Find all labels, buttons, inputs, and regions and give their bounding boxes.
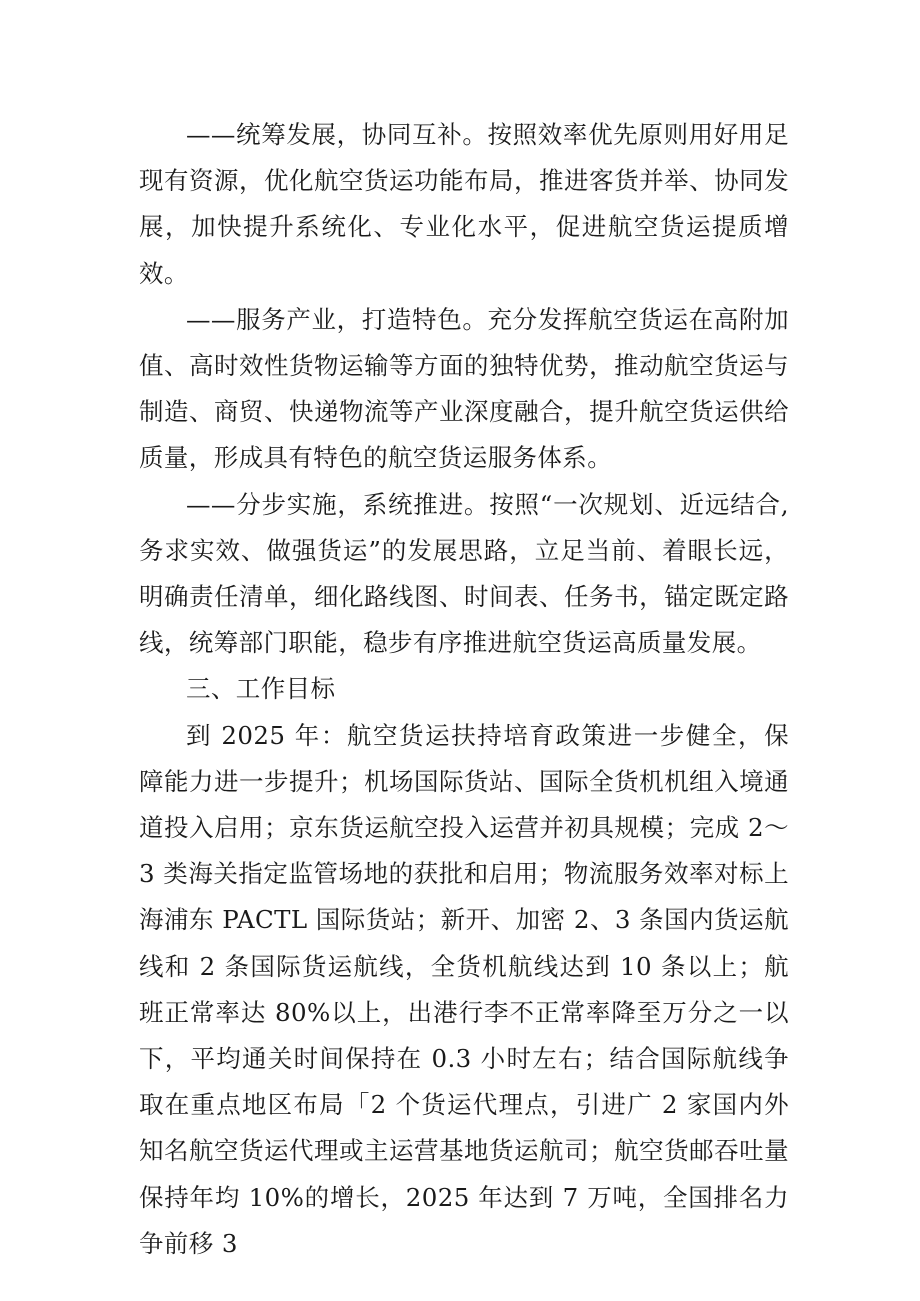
principle-paragraph-2: ——服务产业，打造特色。充分发挥航空货运在高附加值、高时效性货物运输等方面的独特优势，推动航空货运与制造、商贸、快递物流等产业深度融合，提升航空货运供给质量，形成具有特色的航空货运服务体系。 <box>139 304 789 473</box>
section-heading: 三、工作目标 <box>186 674 336 704</box>
goal-paragraph: 到 2025 年：航空货运扶持培育政策进一步健全，保障能力进一步提升；机场国际货站、国际全货机机组入境通道投入启用；京东货运航空投入运营并初具规模；完成 2～3 类海关指定监管场地的获批和启用；物流服务效率对标上海浦东 PACTL 国际货站；新开、加密 2、3 条国内货运航线和 2 条国际货运航线，全货机航线达到 10 条以上；航班正常率达 80%以上，出港行李不正常率降至万分之一以下，平均通关时间保持在 0.3 小时左右；结合国际航线争取在重点地区布局「2 个货运代理点，引进广 2 家国内外知名航空货运代理或主运营基地货运航司；航空货邮吞吐量保持年均 10%的增长，2025 年达到 7 万吨，全国排名力争前移 3 <box>139 720 789 1258</box>
document-body <box>139 112 789 1267</box>
principle-paragraph-1: ——统筹发展，协同互补。按照效率优先原则用好用足现有资源，优化航空货运功能布局，推进客货并举、协同发展，加快提升系统化、专业化水平，促进航空货运提质增效。 <box>139 120 789 288</box>
principle-paragraph-3: ——分步实施，系统推进。按照“一次规划、近远结合,务求实效、做强货运”的发展思路，立足当前、着眼长远，明确责任清单，细化路线图、时间表、任务书，锚定既定路线，统筹部门职能，稳步有序推进航空货运高质量发展。 <box>139 489 789 658</box>
